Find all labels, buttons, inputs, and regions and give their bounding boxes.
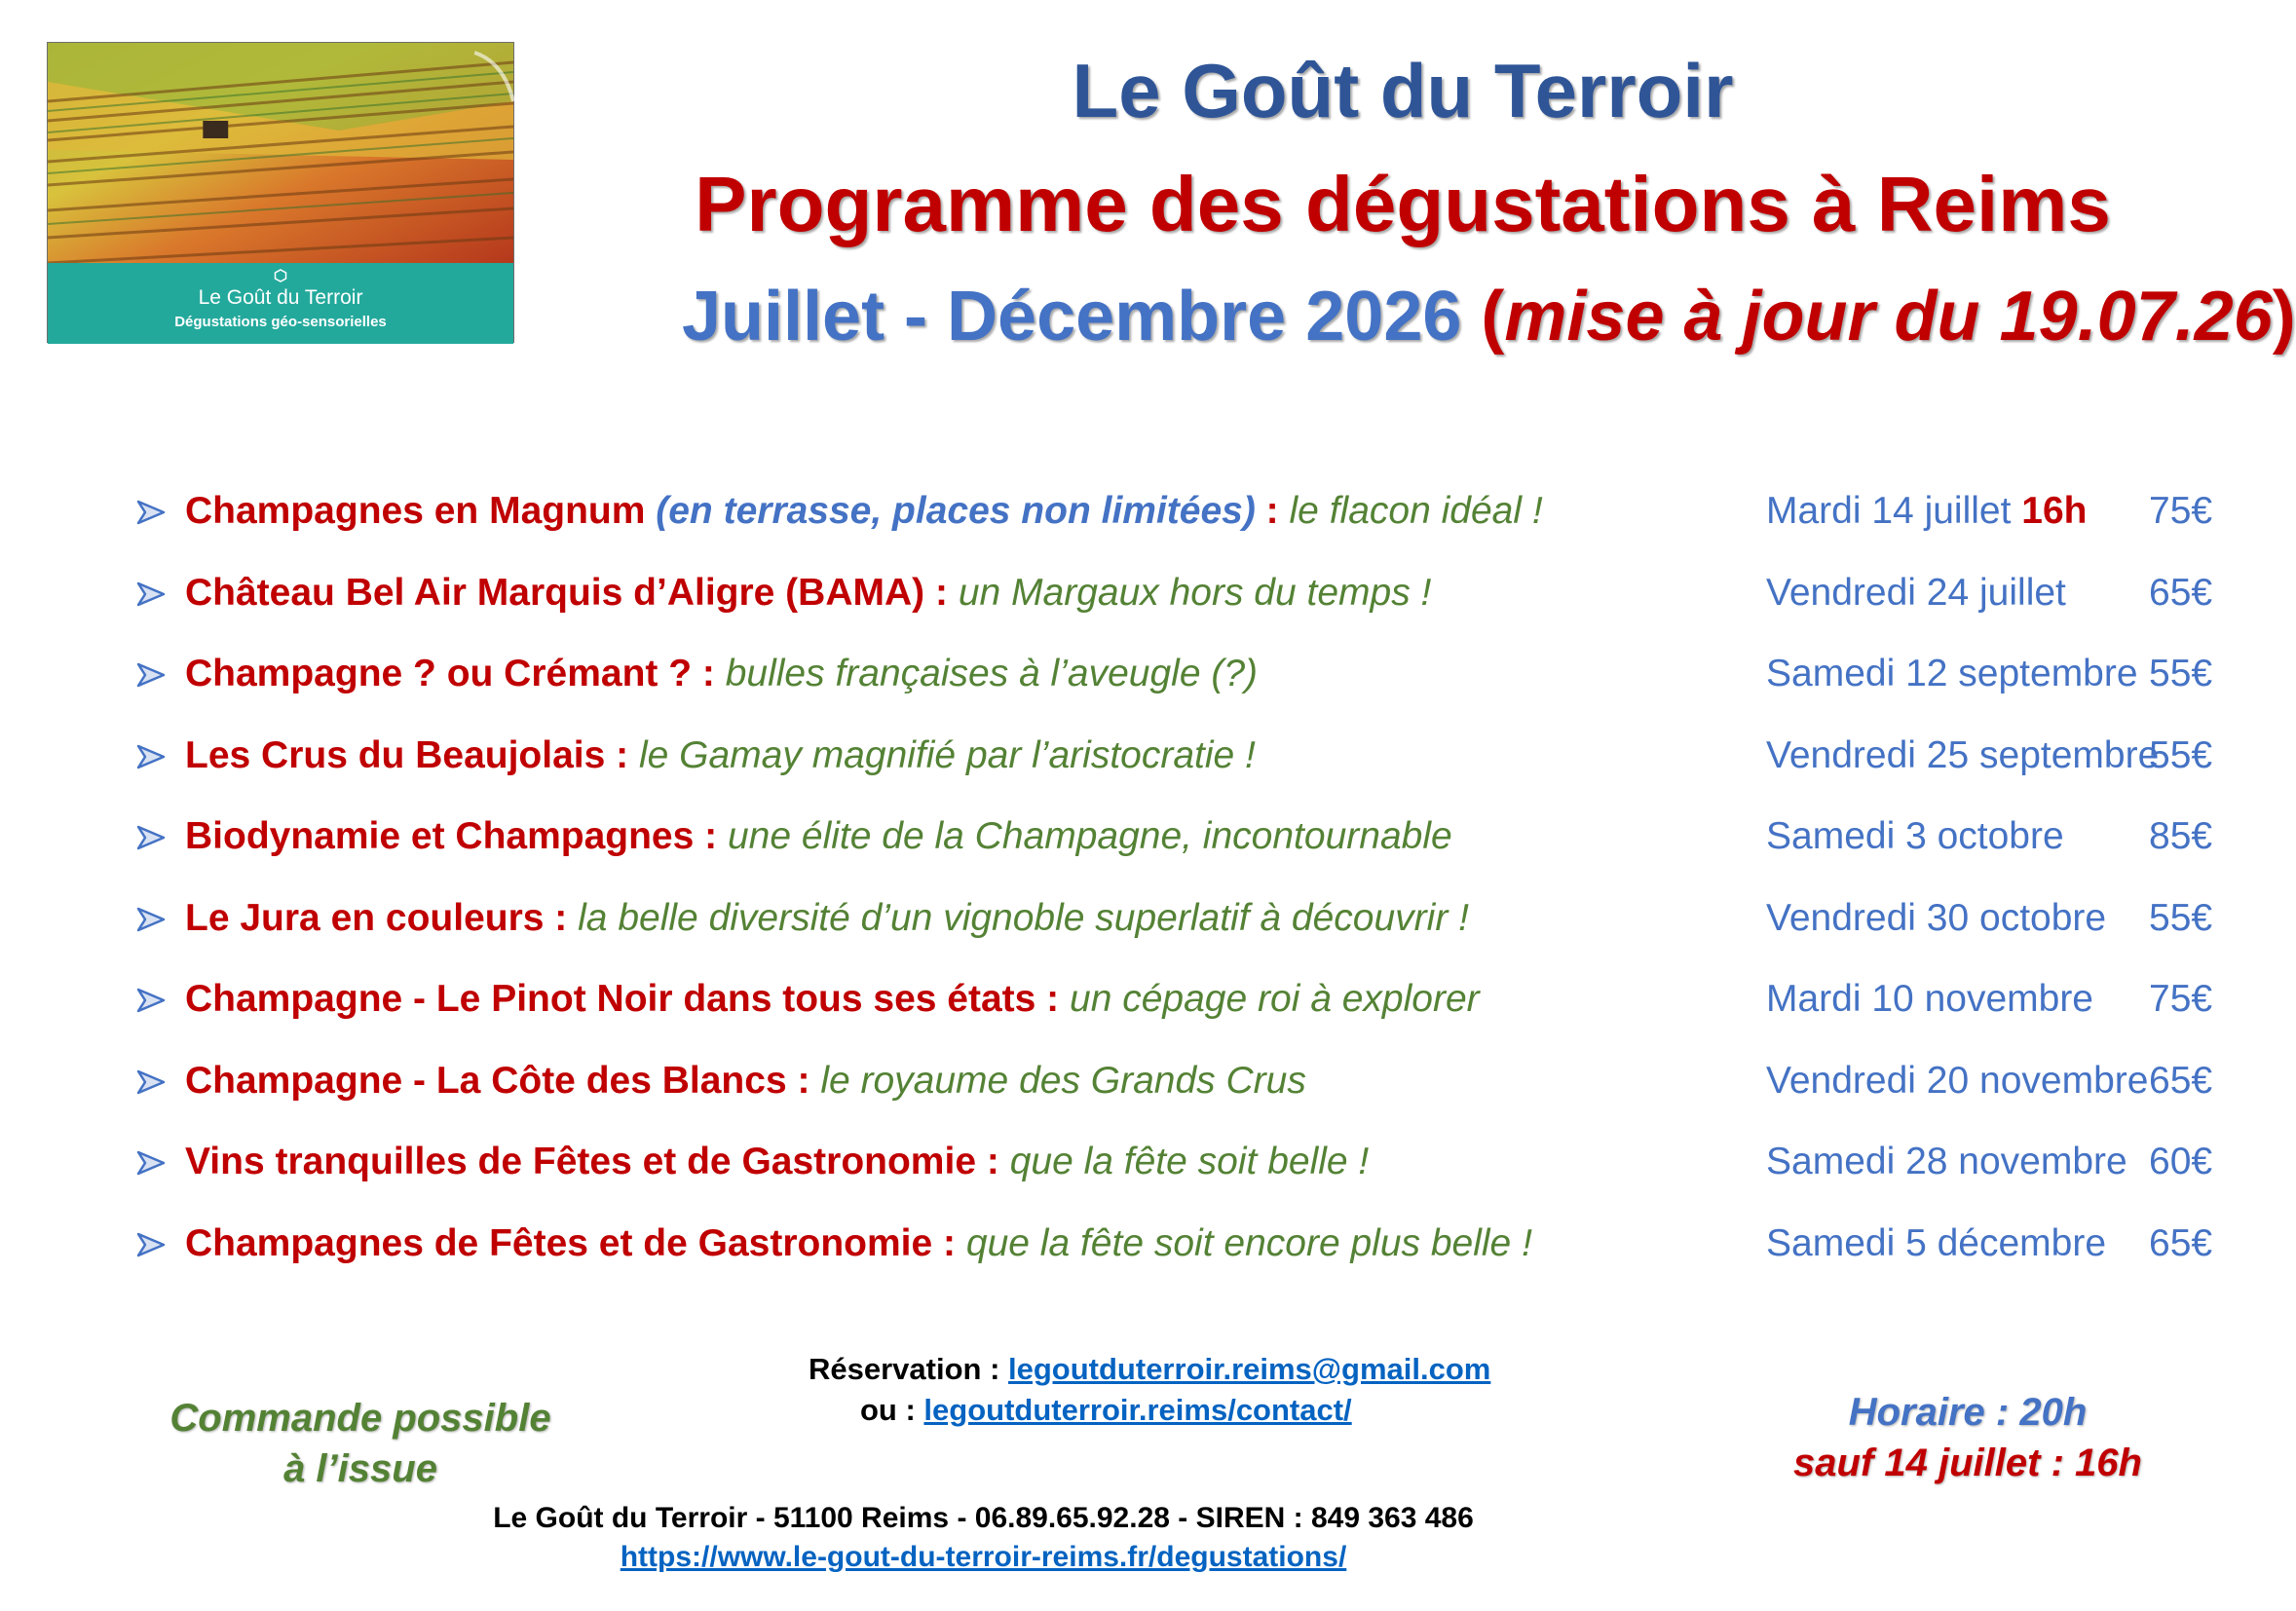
event-price: 60€ xyxy=(2149,1141,2213,1182)
event-name: Champagnes en Magnum xyxy=(185,490,646,532)
event-price: 55€ xyxy=(2149,653,2213,694)
footer-url-link[interactable]: https://www.le-gout-du-terroir-reims.fr/degustations/ xyxy=(620,1541,1347,1573)
arrow-bullet-icon xyxy=(134,658,168,692)
event-date-text: Vendredi 30 octobre xyxy=(1766,896,2107,939)
event-text xyxy=(185,897,1469,940)
event-description: le Gamay magnifié par l’aristocratie ! xyxy=(638,733,1256,776)
logo xyxy=(47,42,514,343)
event-separator: : xyxy=(924,571,959,614)
event-separator: : xyxy=(932,1221,966,1264)
event-row xyxy=(134,1054,2239,1112)
event-date xyxy=(1766,815,2064,858)
order-note-line2: à l’issue xyxy=(283,1447,437,1490)
vineyard-photo xyxy=(48,43,513,263)
event-text xyxy=(185,490,1543,533)
event-separator: : xyxy=(694,815,728,857)
event-row xyxy=(134,566,2239,624)
event-separator: : xyxy=(976,1141,1010,1182)
event-price: 55€ xyxy=(2149,896,2213,939)
event-row xyxy=(134,809,2239,868)
event-description: une élite de la Champagne, incontournable xyxy=(727,815,1452,857)
reservation-contact-line xyxy=(860,1393,1352,1428)
event-row xyxy=(134,729,2239,787)
event-date xyxy=(1766,572,2066,615)
logo-band xyxy=(48,263,513,344)
event-name: Biodynamie et Champagnes xyxy=(185,815,695,857)
event-description: la belle diversité d’un vignoble superlatif à découvrir ! xyxy=(578,896,1469,939)
schedule-line2: sauf 14 juillet : 16h xyxy=(1793,1442,2142,1484)
arrow-bullet-icon xyxy=(134,1146,168,1180)
event-price: 55€ xyxy=(2149,733,2213,776)
update-open: ( xyxy=(1461,278,1505,356)
event-row xyxy=(134,484,2239,543)
arrow-bullet-icon xyxy=(134,821,168,854)
event-row xyxy=(134,1217,2239,1275)
order-note xyxy=(127,1393,594,1494)
event-description: un Margaux hors du temps ! xyxy=(958,571,1432,614)
arrow-bullet-icon xyxy=(134,578,168,611)
schedule-line1: Horaire : 20h xyxy=(1848,1391,2088,1434)
reservation-or-label: ou : xyxy=(860,1393,924,1427)
event-price: 65€ xyxy=(2149,1221,2213,1264)
event-date xyxy=(1766,653,2138,695)
event-date xyxy=(1766,978,2093,1021)
event-row xyxy=(134,972,2239,1030)
footer-info: Le Goût du Terroir - 51100 Reims - 06.89.65.92.28 - SIREN : 849 363 486 xyxy=(493,1502,1474,1534)
event-name: Château Bel Air Marquis d’Aligre (BAMA) xyxy=(185,571,925,614)
event-description: le royaume des Grands Crus xyxy=(820,1059,1306,1102)
event-separator: : xyxy=(544,896,579,939)
event-name: Vins tranquilles de Fêtes et de Gastronomie xyxy=(185,1141,977,1182)
event-date xyxy=(1766,734,2159,777)
event-name: Champagnes de Fêtes et de Gastronomie xyxy=(185,1221,933,1264)
update-text: mise à jour du 19.07.26 xyxy=(1504,278,2273,356)
event-separator: : xyxy=(605,733,639,776)
event-date-text: Samedi 3 octobre xyxy=(1766,815,2064,857)
event-price: 65€ xyxy=(2149,1059,2213,1102)
event-separator: : xyxy=(1255,490,1290,532)
event-description: le flacon idéal ! xyxy=(1289,490,1543,532)
event-date-text: Vendredi 25 septembre xyxy=(1766,733,2160,776)
hexagon-icon xyxy=(274,269,287,282)
event-name: Le Jura en couleurs xyxy=(185,896,545,939)
arrow-bullet-icon xyxy=(134,1066,168,1099)
event-date xyxy=(1766,1060,2148,1103)
event-separator: : xyxy=(1035,978,1071,1020)
event-name: Champagne - Le Pinot Noir dans tous ses états xyxy=(185,978,1036,1020)
update-close: ) xyxy=(2272,278,2296,356)
arrow-bullet-icon xyxy=(134,496,168,529)
event-price: 65€ xyxy=(2149,571,2213,614)
event-text xyxy=(185,815,1452,858)
arrow-bullet-icon xyxy=(134,740,168,773)
event-text xyxy=(185,653,1258,695)
event-date xyxy=(1766,490,2087,533)
event-row xyxy=(134,647,2239,705)
event-date-text: Vendredi 20 novembre xyxy=(1766,1059,2149,1102)
event-description: que la fête soit encore plus belle ! xyxy=(965,1221,1532,1264)
reservation-email-line xyxy=(809,1352,1490,1387)
event-text xyxy=(185,978,1480,1021)
logo-brand-subtitle: Dégustations géo-sensorielles xyxy=(174,314,387,330)
period-title xyxy=(682,277,2296,356)
event-row xyxy=(134,1135,2239,1193)
event-hour: 16h xyxy=(2021,490,2088,532)
arrow-bullet-icon xyxy=(134,1228,168,1261)
event-name: Les Crus du Beaujolais xyxy=(185,733,606,776)
event-description: un cépage roi à explorer xyxy=(1070,978,1480,1020)
event-text xyxy=(185,1222,1532,1265)
event-text xyxy=(185,734,1256,777)
event-text xyxy=(185,1141,1369,1183)
event-separator: : xyxy=(692,653,726,694)
order-note-line1: Commande possible xyxy=(169,1397,551,1440)
event-date-text: Mardi 10 novembre xyxy=(1766,978,2093,1020)
event-date-text: Samedi 28 novembre xyxy=(1766,1141,2127,1182)
event-date-text: Vendredi 24 juillet xyxy=(1766,571,2066,614)
arrow-bullet-icon xyxy=(134,903,168,936)
program-title: Programme des dégustations à Reims xyxy=(695,161,2111,247)
reservation-email-link[interactable]: legoutduterroir.reims@gmail.com xyxy=(1008,1352,1491,1386)
event-date-text: Samedi 5 décembre xyxy=(1766,1221,2107,1264)
footer-url-line xyxy=(0,1541,2123,1574)
event-name: Champagne ? ou Crémant ? xyxy=(185,653,693,694)
event-description: bulles françaises à l’aveugle (?) xyxy=(725,653,1259,694)
event-text xyxy=(185,1060,1306,1103)
event-price: 75€ xyxy=(2149,978,2213,1020)
arrow-bullet-icon xyxy=(134,984,168,1017)
reservation-contact-link[interactable]: legoutduterroir.reims/contact/ xyxy=(923,1393,1352,1427)
schedule-note xyxy=(1714,1387,2221,1488)
event-description: que la fête soit belle ! xyxy=(1009,1141,1370,1182)
event-date xyxy=(1766,1222,2106,1265)
event-date-text: Mardi 14 juillet xyxy=(1766,490,2022,532)
page-title: Le Goût du Terroir xyxy=(1072,48,1734,133)
event-price: 75€ xyxy=(2149,490,2213,532)
event-text xyxy=(185,572,1431,615)
event-row xyxy=(134,891,2239,950)
reservation-label: Réservation : xyxy=(809,1352,1009,1386)
period-text: Juillet - Décembre 2026 xyxy=(682,278,1462,356)
event-name: Champagne - La Côte des Blancs xyxy=(185,1059,787,1102)
event-date xyxy=(1766,1141,2127,1183)
event-date xyxy=(1766,897,2106,940)
event-price: 85€ xyxy=(2149,815,2213,857)
event-note: (en terrasse, places non limitées) xyxy=(656,490,1256,532)
event-separator: : xyxy=(786,1059,821,1102)
event-date-text: Samedi 12 septembre xyxy=(1766,653,2138,694)
logo-brand-name: Le Goût du Terroir xyxy=(198,286,363,309)
